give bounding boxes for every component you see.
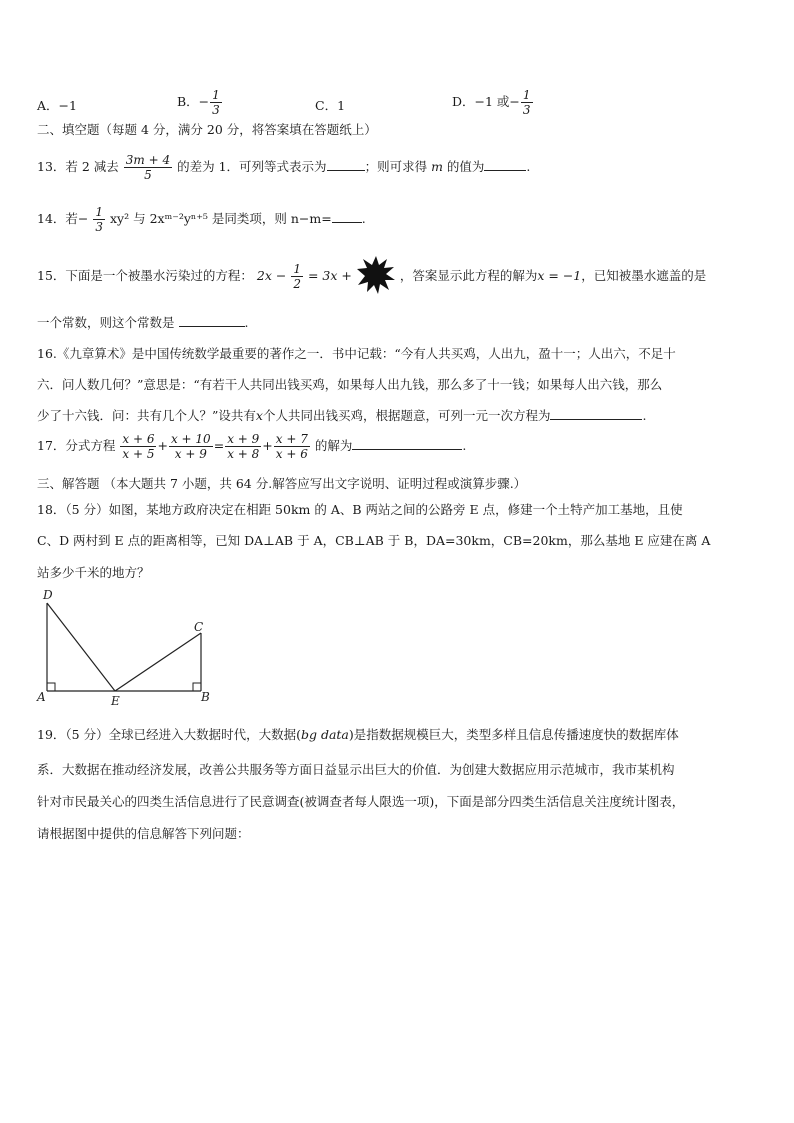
- q13-fraction: $\frac{3m + 4}{5}$: [125, 153, 171, 182]
- question-19-line-3: 针对市民最关心的四类生活信息进行了民意调查(被调查者每人限选一项)，下面是部分四类生活信息关注度统计图表，: [37, 794, 685, 809]
- question-17: 17．分式方程 $\frac{x + 6}{x + 5}$ + $\frac{x + 10}{x + 9}$ = $\frac{x + 9}{x + 8}$ + $\frac{x + 7}{x + 6}$ 的解为 .: [37, 432, 467, 461]
- question-16-line-3: 少了十六钱．问：共有几个人？”设共有x个人共同出钱买鸡，根据题意，可列一元一次方程为 .: [37, 408, 647, 423]
- q15-fraction: $\frac{1}{2}$: [293, 262, 301, 291]
- question-18-line-3: 站多少千米的地方？: [37, 565, 150, 580]
- question-14: 14．若− $\frac{1}{3}$ xy² 与 2xᵐ⁻²yⁿ⁺⁵ 是同类项，则 n−m= .: [37, 205, 366, 234]
- label-e: E: [111, 694, 120, 708]
- question-19-line-1: 19．（5 分）全球已经进入大数据时代，大数据(bg data)是指数据规模巨大，类型多样且信息传播速度快的数据库体: [37, 727, 679, 742]
- right-angle-b: [193, 683, 201, 691]
- q16-answer-blank[interactable]: [550, 407, 642, 420]
- question-16-line-1: 16.《九章算术》是中国传统数学最重要的著作之一．书中记载：“今有人共买鸡，人出九，盈十一；人出六，不足十: [37, 346, 676, 361]
- option-c: C．1: [315, 98, 346, 113]
- option-b: B．− $\frac{1}{3}$: [177, 88, 220, 117]
- option-a: A．−1: [37, 98, 77, 113]
- q13-answer-blank-1[interactable]: [327, 158, 365, 171]
- q14-fraction: $\frac{1}{3}$: [95, 205, 104, 234]
- option-b-fraction: $\frac{1}{3}$: [212, 88, 220, 117]
- ink-blot-icon: [356, 255, 396, 298]
- q17-answer-blank[interactable]: [352, 437, 462, 450]
- option-d-fraction: $\frac{1}{3}$: [522, 88, 531, 117]
- question-18-line-2: C、D 两村到 E 点的距离相等，已知 DA⊥AB 于 A，CB⊥AB 于 B，DA=30km，CB=20km，那么基地 E 应建在离 A: [37, 533, 711, 548]
- question-19-line-2: 系．大数据在推动经济发展，改善公共服务等方面日益显示出巨大的价值．为创建大数据应用示范城市，我市某机构: [37, 762, 675, 777]
- label-b: B: [201, 690, 210, 704]
- segment-de: [47, 603, 115, 691]
- q14-answer-blank[interactable]: [332, 210, 362, 223]
- section-3-heading: 三、解答题 （本大题共 7 小题，共 64 分.解答应写出文字说明、证明过程或演算步骤.）: [37, 476, 527, 491]
- section-2-heading: 二、填空题（每题 4 分，满分 20 分，将答案填在答题纸上）: [37, 122, 377, 137]
- q13-answer-blank-2[interactable]: [484, 158, 526, 171]
- q17-fraction-3: $\frac{x + 9}{x + 8}$: [227, 432, 260, 461]
- q17-fraction-1: $\frac{x + 6}{x + 5}$: [122, 432, 155, 461]
- geometry-figure: [35, 585, 215, 710]
- q17-fraction-4: $\frac{x + 7}{x + 6}$: [275, 432, 308, 461]
- q15-answer-blank[interactable]: [179, 314, 245, 327]
- q17-fraction-2: $\frac{x + 10}{x + 9}$: [170, 432, 211, 461]
- question-16-line-2: 六．问人数几何？”意思是：“有若干人共同出钱买鸡，如果每人出九钱，那么多了十一钱；如果每人出六钱，那么: [37, 377, 663, 392]
- right-angle-a: [47, 683, 55, 691]
- label-d: D: [43, 588, 53, 602]
- question-19-line-4: 请根据图中提供的信息解答下列问题：: [37, 826, 250, 841]
- question-13: 13．若 2 减去 $\frac{3m + 4}{5}$ 的差为 1．可列等式表示为 ；则可求得 m 的值为 .: [37, 153, 531, 182]
- option-d: D．−1 或− $\frac{1}{3}$: [452, 88, 531, 117]
- label-c: C: [194, 620, 204, 634]
- label-a: A: [37, 690, 46, 704]
- segment-ce: [115, 633, 201, 691]
- question-15: 15．下面是一个被墨水污染过的方程： 2x − $\frac{1}{2}$ = 3x + ，答案显示此方程的解为x = −1，已知被墨水遮盖的是: [37, 255, 759, 298]
- question-15-line-2: 一个常数，则这个常数是 .: [37, 315, 249, 330]
- question-18-line-1: 18．（5 分）如图，某地方政府决定在相距 50km 的 A、B 两站之间的公路旁 E 点，修建一个土特产加工基地，且使: [37, 502, 683, 517]
